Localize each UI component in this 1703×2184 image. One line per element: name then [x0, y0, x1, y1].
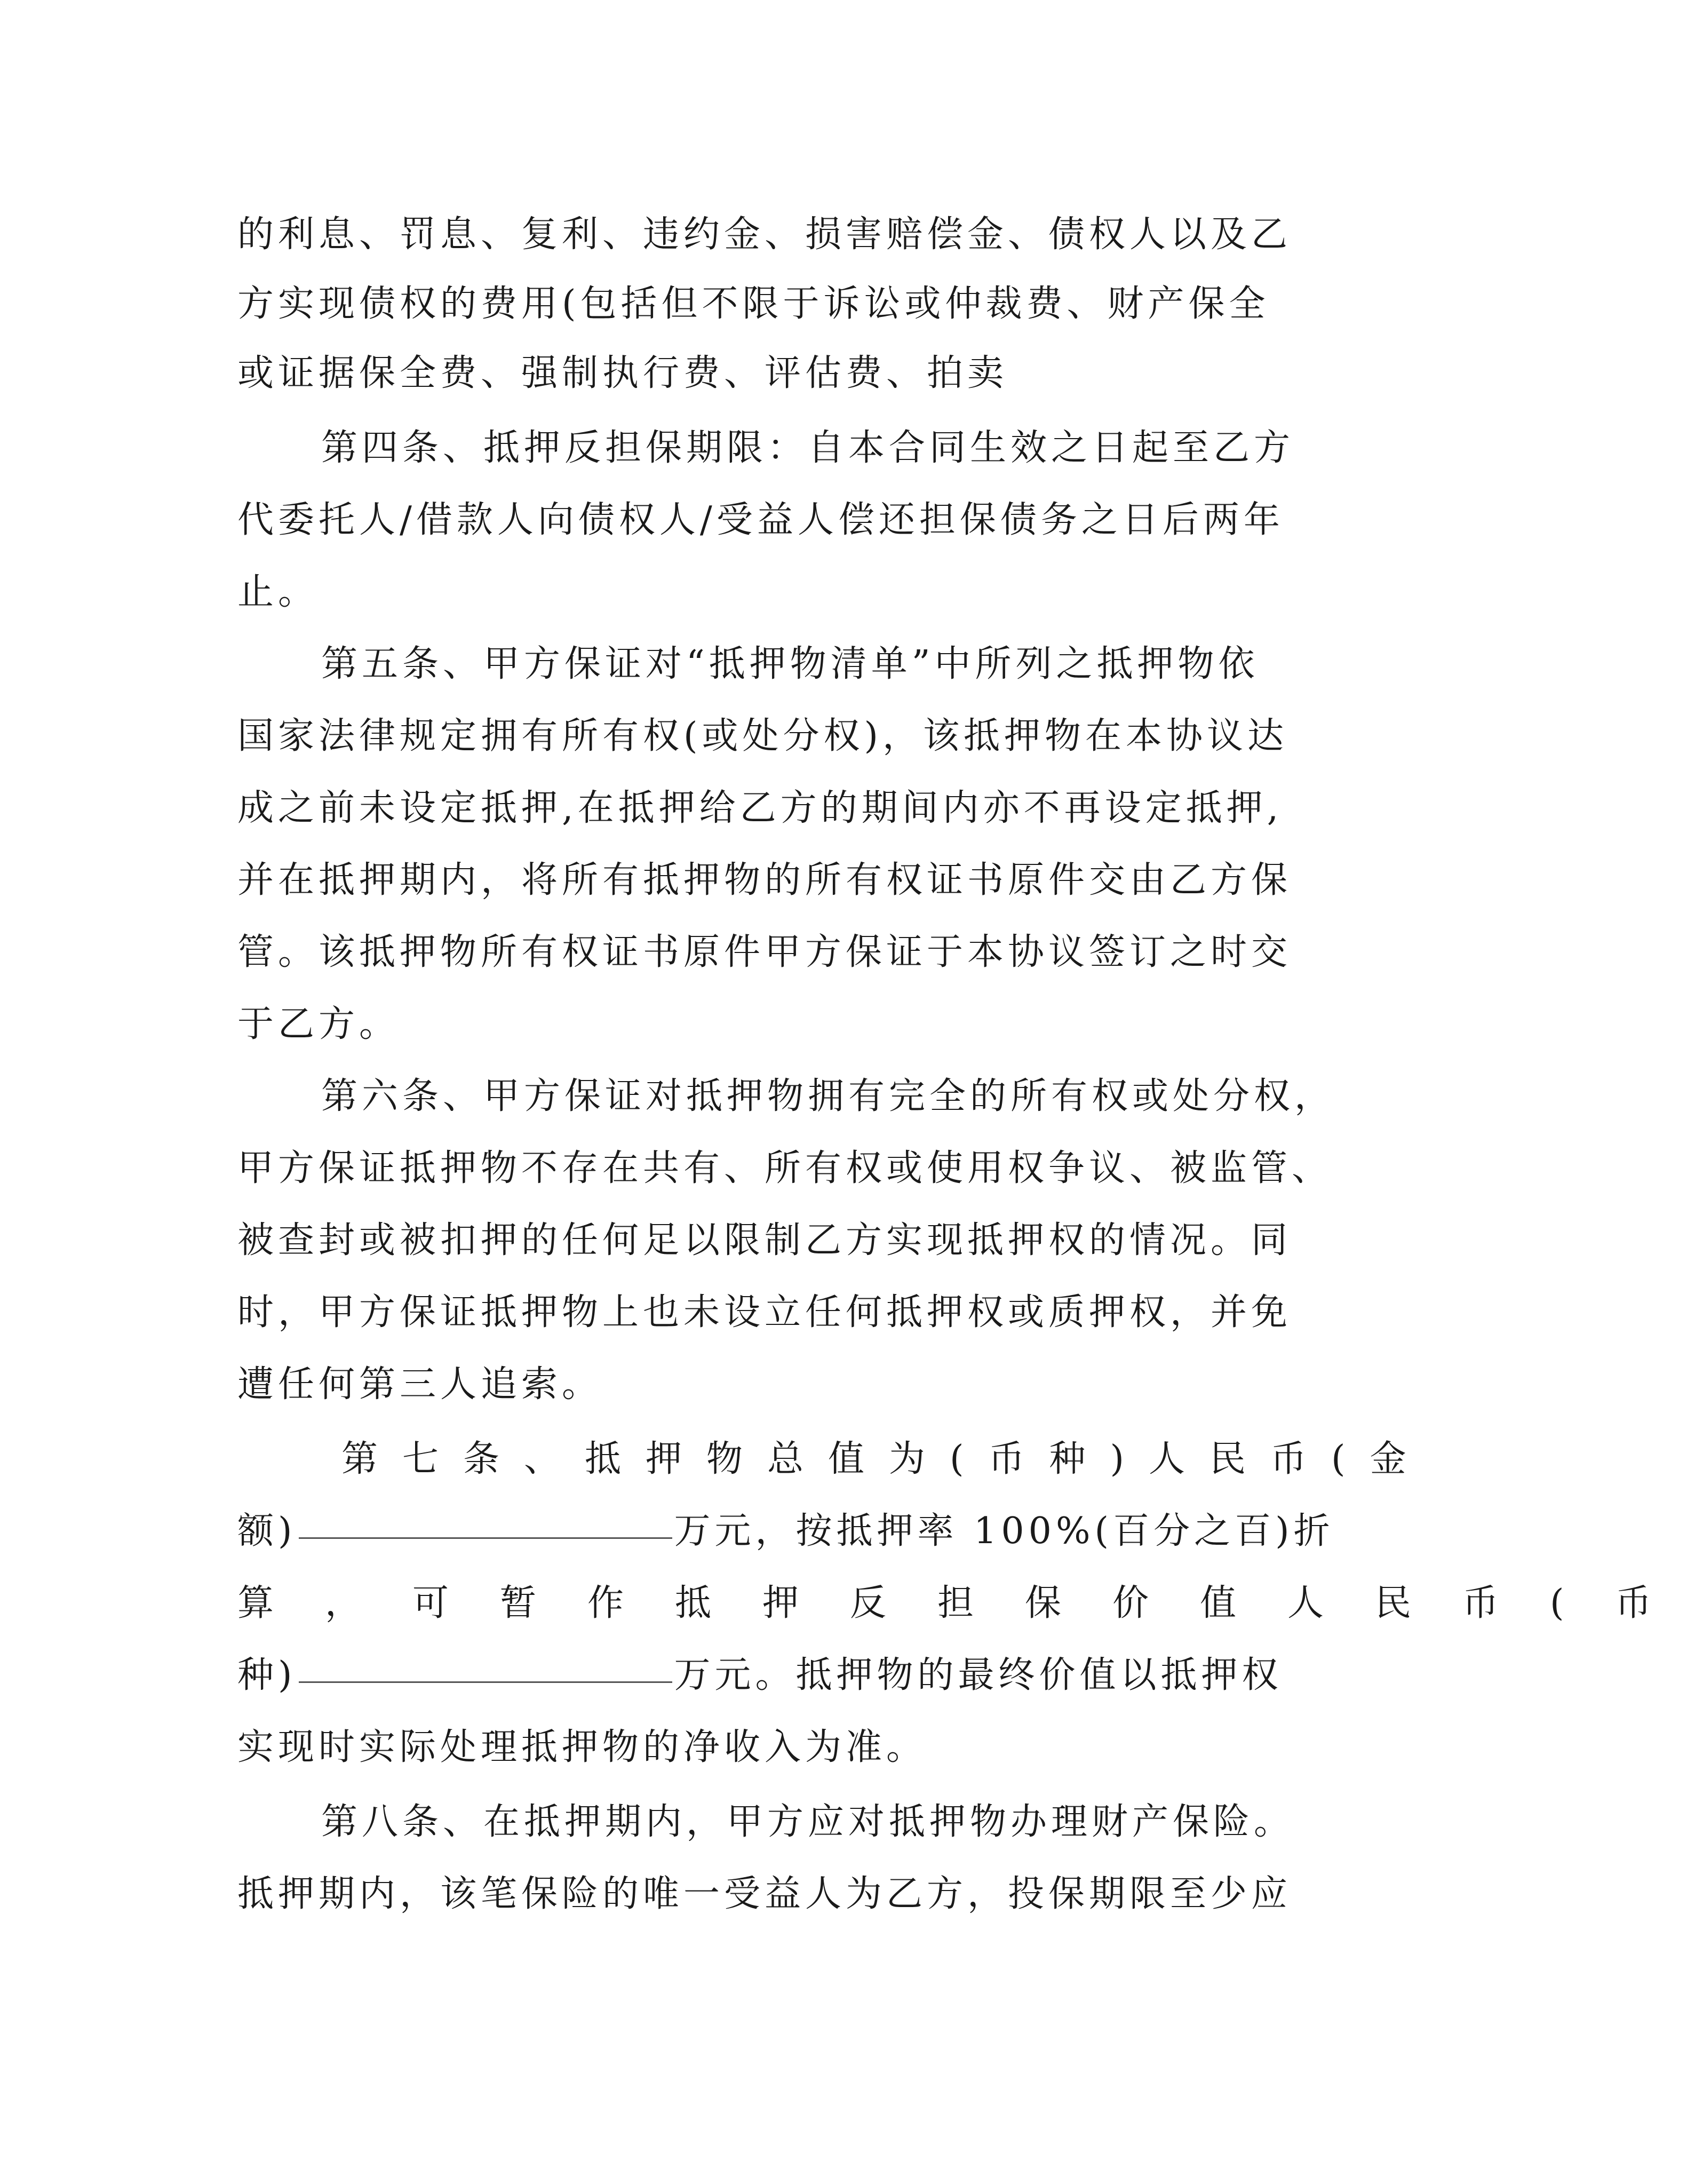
amount-blank-field[interactable] [299, 1535, 672, 1539]
paragraph-line: 于乙方。 [237, 1003, 400, 1045]
paragraph-line: 的利息、罚息、复利、违约金、损害赔偿金、债权人以及乙 [237, 213, 1292, 256]
paragraph-line: 方实现债权的费用(包括但不限于诉讼或仲裁费、财产保全 [237, 283, 1270, 325]
paragraph-line: 遭任何第三人追索。 [237, 1363, 603, 1405]
amount-label: 额) [237, 1510, 297, 1552]
paragraph-line: 时，甲方保证抵押物上也未设立任何抵押权或质押权，并免 [237, 1291, 1292, 1333]
paragraph-line: 被查封或被扣押的任何足以限制乙方实现抵押权的情况。同 [237, 1219, 1292, 1261]
paragraph-line: 抵押期内，该笔保险的唯一受益人为乙方，投保期限至少应 [237, 1873, 1292, 1915]
value-blank-field[interactable] [299, 1679, 672, 1683]
paragraph-line: 国家法律规定拥有所有权(或处分权)，该抵押物在本协议达 [237, 715, 1288, 757]
value-suffix: 万元。抵押物的最终价值以抵押权 [674, 1654, 1283, 1696]
article-4-line: 第四条、抵押反担保期限：自本合同生效之日起至乙方 [321, 427, 1295, 469]
paragraph-line: 代委托人/借款人向债权人/受益人偿还担保债务之日后两年 [237, 499, 1284, 541]
amount-suffix: 万元，按抵押率 100%(百分之百)折 [674, 1510, 1334, 1552]
paragraph-line: 成之前未设定抵押,在抵押给乙方的期间内亦不再设定抵押, [237, 787, 1283, 829]
paragraph-line: 并在抵押期内，将所有抵押物的所有权证书原件交由乙方保 [237, 859, 1292, 901]
spread-text: 算，可暂作抵押反担保价值人民币(币 [237, 1582, 1703, 1624]
paragraph-line: 或证据保全费、强制执行费、评估费、拍卖 [237, 352, 1008, 394]
paragraph-line: 管。该抵押物所有权证书原件甲方保证于本协议签订之时交 [237, 931, 1292, 973]
amount-line-2 [237, 1651, 1326, 1699]
article-7-text: 第七条、抵押物总值为(币种)人民币(金 [341, 1438, 1431, 1480]
article-8-line: 第八条、在抵押期内，甲方应对抵押物办理财产保险。 [321, 1801, 1295, 1843]
paragraph-line [237, 1579, 1703, 1627]
paragraph-line: 止。 [237, 571, 319, 613]
paragraph-line: 甲方保证抵押物不存在共有、所有权或使用权争议、被监管、 [237, 1147, 1333, 1189]
article-6-line: 第六条、甲方保证对抵押物拥有完全的所有权或处分权， [321, 1075, 1335, 1117]
article-5-line: 第五条、甲方保证对“抵押物清单”中所列之抵押物依 [321, 643, 1259, 685]
paragraph-line: 实现时实际处理抵押物的净收入为准。 [237, 1726, 927, 1768]
amount-line-1 [237, 1507, 1334, 1555]
currency-label: 种) [237, 1654, 297, 1696]
article-7-line [341, 1435, 1431, 1483]
